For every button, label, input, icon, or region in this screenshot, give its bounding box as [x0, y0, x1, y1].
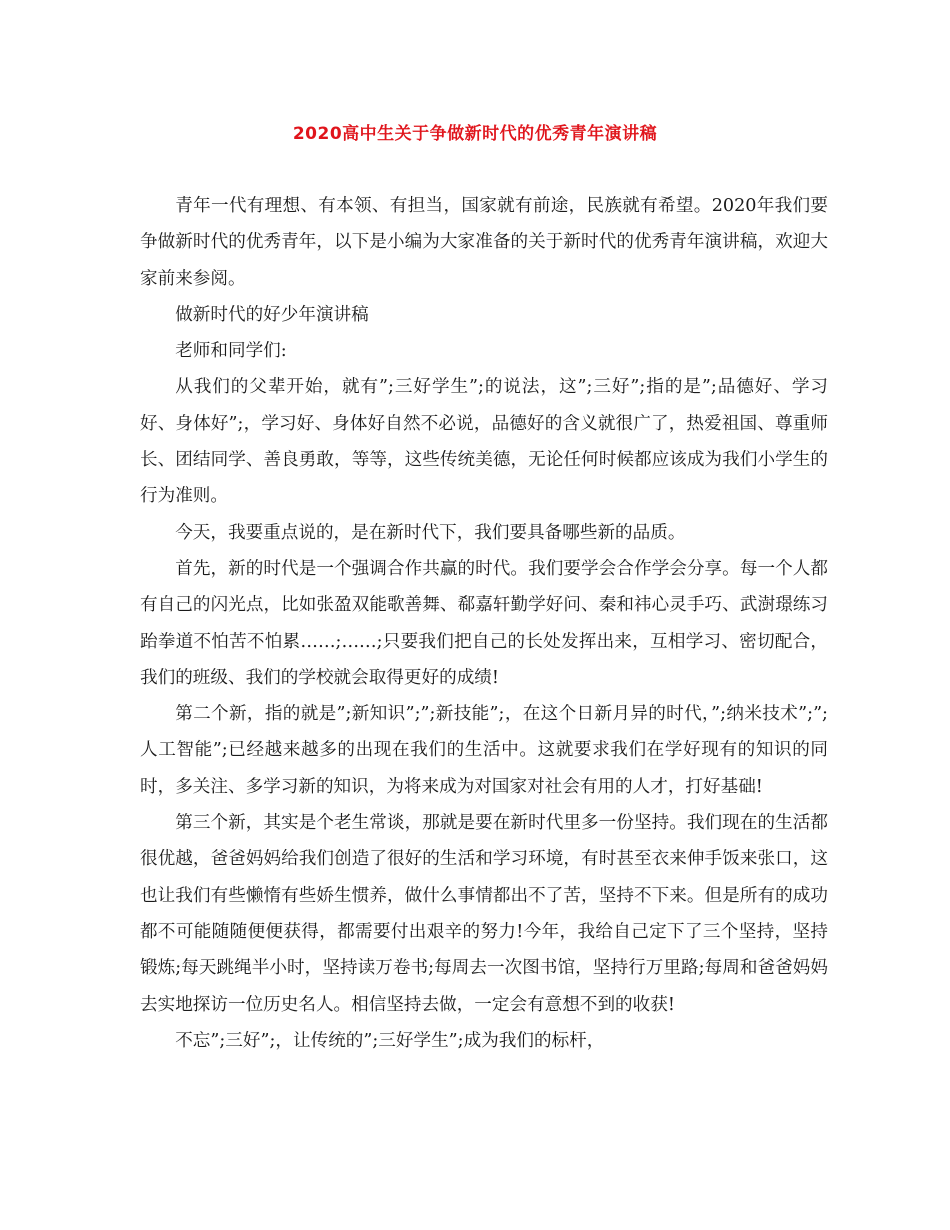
- paragraph: 青年一代有理想、有本领、有担当，国家就有前途，民族就有希望。2020年我们要争做新时代的优秀青年，以下是小编为大家准备的关于新时代的优秀青年演讲稿，欢迎大家前来参阅。: [140, 196, 828, 289]
- paragraph: 第二个新，指的就是”;新知识”;”;新技能”;，在这个日新月异的时代，”;纳米技术”;”;人工智能”;已经越来越多的出现在我们的生活中。这就要求我们在学好现有的知识的同时，多关注、多学习新的知识，为将来成为对国家对社会有用的人才，打好基础!: [140, 704, 828, 797]
- paragraph: 第三个新，其实是个老生常谈，那就是要在新时代里多一份坚持。我们现在的生活都很优越，爸爸妈妈给我们创造了很好的生活和学习环境，有时甚至衣来伸手饭来张口，这也让我们有些懒惰有些娇生惯养，做什么事情都出不了苦，坚持不下来。但是所有的成功都不可能随随便便获得，都需要付出艰辛的努力!今年，我给自己定下了三个坚持，坚持锻炼;每天跳绳半小时，坚持读万卷书;每周去一次图书馆，坚持行万里路;每周和爸爸妈妈去实地探访一位历史名人。相信坚持去做，一定会有意想不到的收获!: [140, 813, 828, 1015]
- document-body: [140, 188, 828, 1059]
- paragraph: 从我们的父辈开始，就有”;三好学生”;的说法，这”;三好”;指的是”;品德好、学习好、身体好”;，学习好、身体好自然不必说，品德好的含义就很广了，热爱祖国、尊重师长、团结同学、善良勇敢，等等，这些传统美德，无论任何时候都应该成为我们小学生的行为准则。: [140, 377, 828, 507]
- paragraph: 老师和同学们:: [175, 341, 287, 362]
- paragraph: 不忘”;三好”;，让传统的”;三好学生”;成为我们的标杆，: [175, 1030, 605, 1051]
- paragraph: 做新时代的好少年演讲稿: [175, 304, 369, 325]
- paragraph: 首先，新的时代是一个强调合作共赢的时代。我们要学会合作学会分享。每一个人都有自己的闪光点，比如张盈双能歌善舞、郗嘉轩勤学好问、秦和祎心灵手巧、武澍璟练习跆拳道不怕苦不怕累……;……;只要我们把自己的长处发挥出来，互相学习、密切配合，我们的班级、我们的学校就会取得更好的成绩!: [140, 558, 828, 688]
- paragraph: 今天，我要重点说的，是在新时代下，我们要具备哪些新的品质。: [175, 522, 686, 543]
- document-title: 2020高中生关于争做新时代的优秀青年演讲稿: [292, 124, 658, 144]
